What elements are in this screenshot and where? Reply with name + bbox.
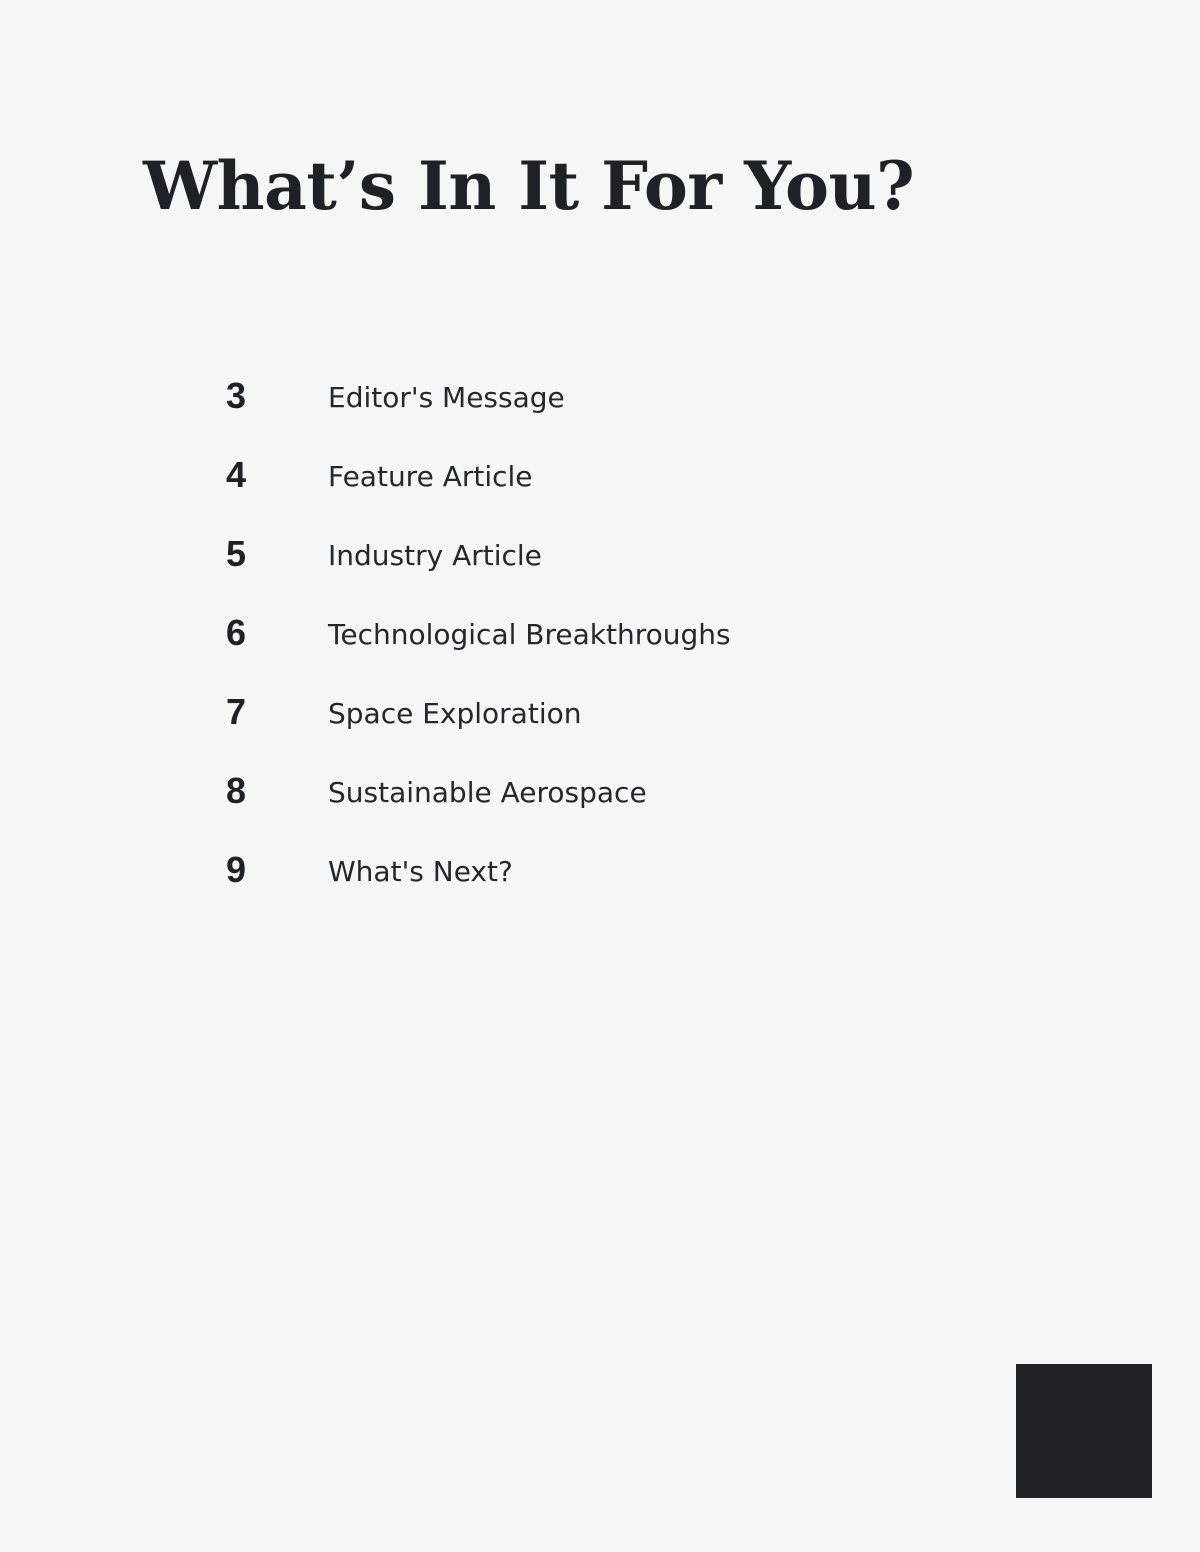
toc-page-number: 6 <box>226 612 247 653</box>
toc-label: Editor's Message <box>328 381 565 414</box>
toc-page-number: 3 <box>226 375 247 416</box>
toc-item[interactable] <box>226 530 731 609</box>
toc-label: Sustainable Aerospace <box>328 776 647 809</box>
toc-item[interactable] <box>226 846 731 925</box>
toc-item[interactable] <box>226 451 731 530</box>
toc-page-number: 9 <box>226 849 247 890</box>
toc-item[interactable] <box>226 688 731 767</box>
toc-label: Technological Breakthroughs <box>328 618 731 651</box>
toc-item[interactable] <box>226 372 731 451</box>
page-title: What’s In It For You? <box>143 147 915 225</box>
toc-label: Space Exploration <box>328 697 582 730</box>
toc-label: What's Next? <box>328 855 513 888</box>
decorative-corner-block <box>1016 1364 1152 1498</box>
toc-item[interactable] <box>226 767 731 846</box>
table-of-contents <box>226 372 731 925</box>
toc-label: Industry Article <box>328 539 542 572</box>
toc-page-number: 5 <box>226 533 247 574</box>
toc-page-number: 8 <box>226 770 247 811</box>
toc-page-number: 4 <box>226 454 247 495</box>
toc-page-number: 7 <box>226 691 247 732</box>
toc-label: Feature Article <box>328 460 533 493</box>
toc-item[interactable] <box>226 609 731 688</box>
